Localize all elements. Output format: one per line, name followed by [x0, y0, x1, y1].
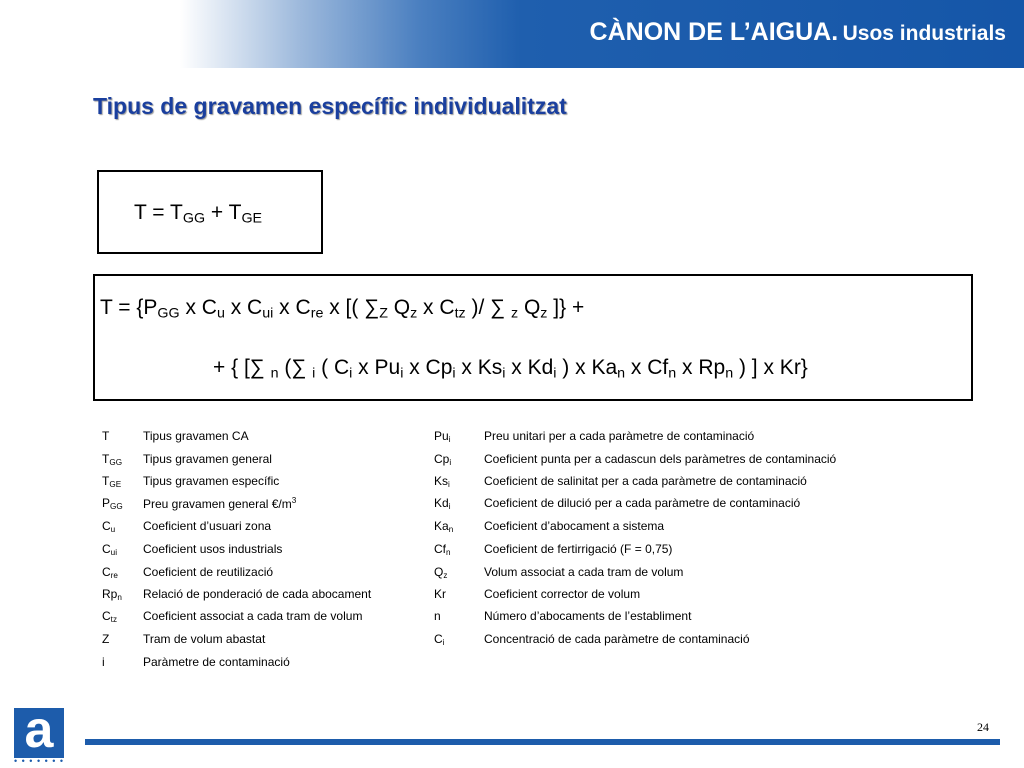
legend-description: Coeficient de reutilizació	[143, 565, 274, 579]
legend-description: Preu gravamen general $€/m^3$	[143, 496, 297, 511]
legend-description: Relació de ponderació de cada abocament	[143, 587, 372, 601]
formula-box-detailed	[93, 274, 973, 401]
page-number: 24	[977, 720, 989, 734]
legend-symbol: $Ks_i$	[434, 474, 450, 490]
legend-symbol: $P_{GG}$	[102, 496, 123, 512]
legend-description: Coeficient corrector de volum	[484, 587, 641, 601]
legend-symbol: $Kd_i$	[434, 496, 451, 512]
legend-symbol: i	[102, 655, 105, 669]
legend-symbol: $C_{re}$	[102, 565, 118, 581]
legend-description: Coeficient associat a cada tram de volum	[143, 609, 363, 623]
legend-symbol: $C_i$	[434, 632, 445, 648]
section-title: Tipus de gravamen específic individualitzat	[93, 93, 567, 119]
legend-description: Coeficient de fertirrigació (F = 0,75)	[484, 542, 673, 556]
header-title: CÀNON DE L’AIGUA.	[589, 18, 839, 46]
legend-symbol: $Pu_i$	[434, 429, 451, 445]
legend-symbol: n	[434, 609, 441, 623]
legend-description: Coeficient de salinitat per a cada paràmetre de contaminació	[484, 474, 807, 488]
formula-detailed-line-1: $T = \{P_{GG}$ x $C_u$ x $C_{ui}$ x $C_{re}$ x [( $\sum_Z$ $Q_z$ x $C_{tz}$ )/ ∑ $_z$ $Q_z$ ]} +	[100, 296, 585, 322]
legend-symbol: $Cp_i$	[434, 452, 452, 468]
legend-description: Tipus gravamen general	[143, 452, 272, 466]
formula-detailed-line-2: + { [∑ $_n$ (∑ $_i$ ( $C_i$ x $Pu_i$ x $Cp_i$ x $Ks_i$ x $Kd_i$ ) x $Ka_n$ x $Cf_n$ x $Rp_n$ ) ] x Kr}	[213, 356, 808, 382]
legend-symbol: $Cf_n$	[434, 542, 451, 558]
logo-icon	[14, 701, 64, 759]
legend-description: Paràmetre de contaminació	[143, 655, 290, 669]
legend-symbol: $T_{GG}$	[102, 452, 123, 468]
legend-description: Tipus gravamen específic	[143, 474, 280, 488]
legend-description: Coeficient de dilució per a cada paràmetre de contaminació	[484, 496, 801, 510]
legend-symbol: Kr	[434, 587, 446, 601]
legend-description: Concentració de cada paràmetre de contaminació	[484, 632, 750, 646]
logo-letter: a	[24, 701, 54, 759]
legend-description: Coeficient punta per a cadascun dels paràmetres de contaminació	[484, 452, 837, 466]
slide-header	[590, 18, 1006, 47]
legend-description: Tram de volum abastat	[143, 632, 266, 646]
legend-description: Coeficient d’usuari zona	[143, 519, 272, 533]
legend-symbol: $C_{tz}$	[102, 609, 118, 625]
legend-description: Tipus gravamen CA	[143, 429, 249, 443]
legend-symbol: T	[102, 429, 110, 443]
legend-symbol: $Rp_n$	[102, 587, 122, 603]
legend-symbol: $T_{GE}$	[102, 474, 122, 490]
legend-symbol: $C_{ui}$	[102, 542, 118, 558]
header-subtitle: Usos industrials	[842, 22, 1006, 45]
legend-description: Número d’abocaments de l’establiment	[484, 609, 692, 623]
legend-description: Coeficient usos industrials	[143, 542, 283, 556]
logo-dots: • • • • • • •	[14, 756, 65, 766]
legend-description: Preu unitari per a cada paràmetre de contaminació	[484, 429, 755, 443]
legend-symbol: $Ka_n$	[434, 519, 454, 535]
legend-symbol: $Q_z$	[434, 565, 448, 581]
formula-summary: $T = T_{GG} + T_{GE}$	[134, 201, 263, 227]
footer-bar	[85, 739, 1000, 745]
legend-description: Coeficient d’abocament a sistema	[484, 519, 665, 533]
legend-symbol: $C_u$	[102, 519, 116, 535]
legend-symbol: Z	[102, 632, 110, 646]
legend-description: Volum associat a cada tram de volum	[484, 565, 684, 579]
